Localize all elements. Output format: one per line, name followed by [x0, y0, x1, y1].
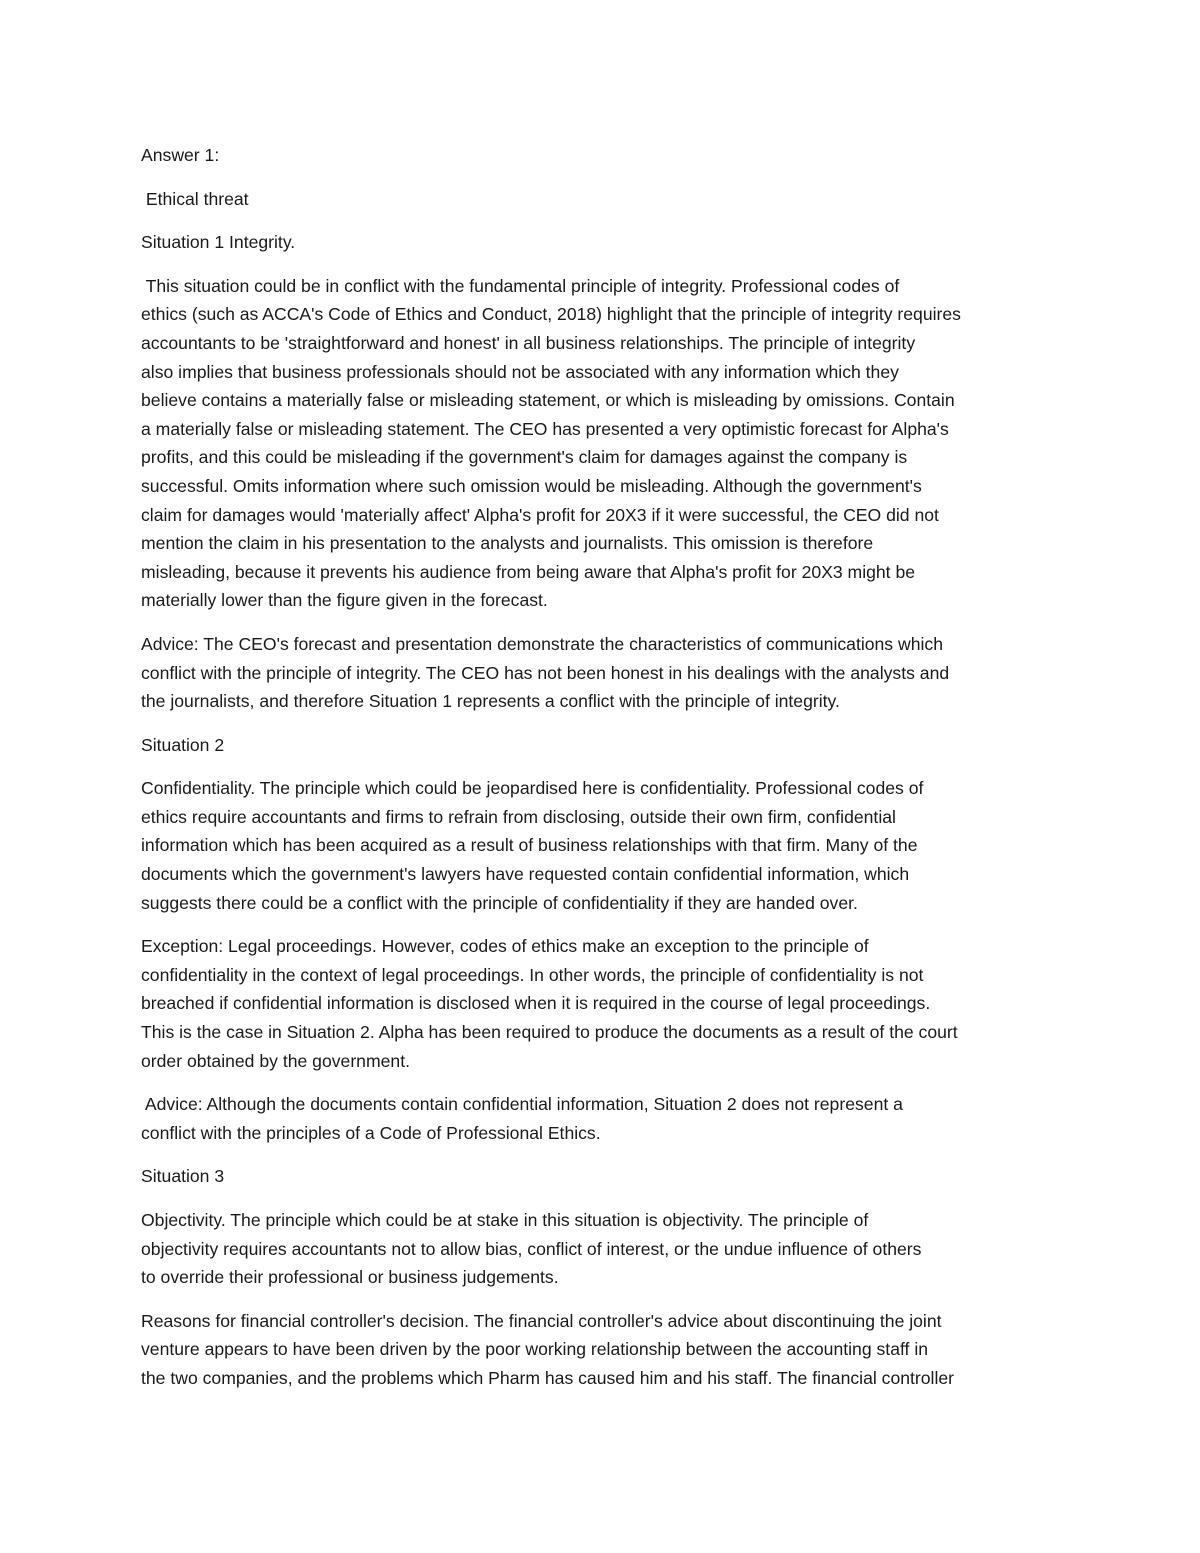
situation-1-advice-paragraph: [141, 630, 1063, 716]
text-line: This situation could be in conflict with the fundamental principle of integrity. Professional codes of: [141, 275, 900, 296]
situation-1-title: Situation 1 Integrity.: [141, 232, 296, 253]
text-line: Objectivity. The principle which could be at stake in this situation is objectivity. The principle of: [141, 1210, 869, 1230]
text-line: misleading, because it prevents his audience from being aware that Alpha's profit for 20X3 might be: [141, 561, 916, 582]
text-line: confidentiality in the context of legal proceedings. In other words, the principle of confidentiality is not: [141, 964, 924, 985]
answer-heading: Answer 1:: [141, 145, 220, 165]
text-line: the journalists, and therefore Situation 1 represents a conflict with the principle of integrity.: [141, 691, 840, 712]
text-line: Reasons for financial controller's decision. The financial controller's advice about discontinuing the joint: [141, 1310, 942, 1331]
text-line: breached if confidential information is disclosed when it is required in the course of legal proceedings.: [141, 993, 931, 1014]
text-line: claim for damages would 'materially affect' Alpha's profit for 20X3 if it were successful, the CEO did not: [141, 504, 939, 525]
text-line: materially lower than the figure given in the forecast.: [141, 590, 548, 611]
text-line: objectivity requires accountants not to allow bias, conflict of interest, or the undue influence of others: [141, 1238, 922, 1259]
text-line: Advice: The CEO's forecast and presentation demonstrate the characteristics of communications which: [141, 633, 943, 654]
section-subheading: Ethical threat: [141, 188, 249, 209]
text-line: suggests there could be a conflict with the principle of confidentiality if they are handed over.: [141, 892, 858, 913]
text-line: Advice: Although the documents contain confidential information, Situation 2 does not represent a: [141, 1094, 903, 1115]
text-line: accountants to be 'straightforward and honest' in all business relationships. The principle of integrity: [141, 332, 916, 353]
situation-2-title: Situation 2: [141, 734, 225, 755]
text-line: believe contains a materially false or misleading statement, or which is misleading by omissions. Contain: [141, 390, 955, 411]
text-line: order obtained by the government.: [141, 1050, 410, 1071]
situation-2-advice-paragraph: [141, 1090, 1063, 1147]
text-line: Confidentiality. The principle which could be jeopardised here is confidentiality. Professional codes of: [141, 778, 924, 799]
document-body: [141, 141, 1063, 1408]
situation-2-exception-paragraph: [141, 932, 1063, 1075]
situation-1-paragraph: [141, 272, 1063, 615]
text-line: profits, and this could be misleading if the government's claim for damages against the company is: [141, 447, 908, 468]
text-line: also implies that business professionals should not be associated with any information which they: [141, 361, 899, 382]
text-line: This is the case in Situation 2. Alpha has been required to produce the documents as a result of the court: [141, 1022, 958, 1043]
situation-3-title: Situation 3: [141, 1166, 225, 1187]
text-line: ethics require accountants and firms to refrain from disclosing, outside their own firm, confidential: [141, 806, 896, 827]
text-line: successful. Omits information where such omission would be misleading. Although the government's: [141, 475, 922, 496]
text-line: Exception: Legal proceedings. However, codes of ethics make an exception to the principle of: [141, 936, 869, 957]
situation-2-paragraph: [141, 774, 1063, 917]
text-line: venture appears to have been driven by the poor working relationship between the accounting staff in: [141, 1339, 929, 1360]
text-line: mention the claim in his presentation to the analysts and journalists. This omission is therefore: [141, 533, 874, 554]
text-line: to override their professional or business judgements.: [141, 1267, 559, 1288]
situation-3-reasons-paragraph: [141, 1307, 1063, 1393]
text-line: conflict with the principle of integrity. The CEO has not been honest in his dealings with the analysts and: [141, 662, 950, 683]
text-line: the two companies, and the problems which Pharm has caused him and his staff. The financial controller: [141, 1367, 955, 1388]
text-line: a materially false or misleading statement. The CEO has presented a very optimistic forecast for Alpha's: [141, 418, 949, 439]
text-line: ethics (such as ACCA's Code of Ethics and Conduct, 2018) highlight that the principle of integrity requires: [141, 304, 961, 325]
text-line: conflict with the principles of a Code of Professional Ethics.: [141, 1122, 601, 1143]
text-line: documents which the government's lawyers have requested contain confidential information, which: [141, 864, 910, 885]
situation-3-paragraph: [141, 1206, 1063, 1292]
text-line: information which has been acquired as a result of business relationships with that firm. Many of the: [141, 835, 918, 856]
